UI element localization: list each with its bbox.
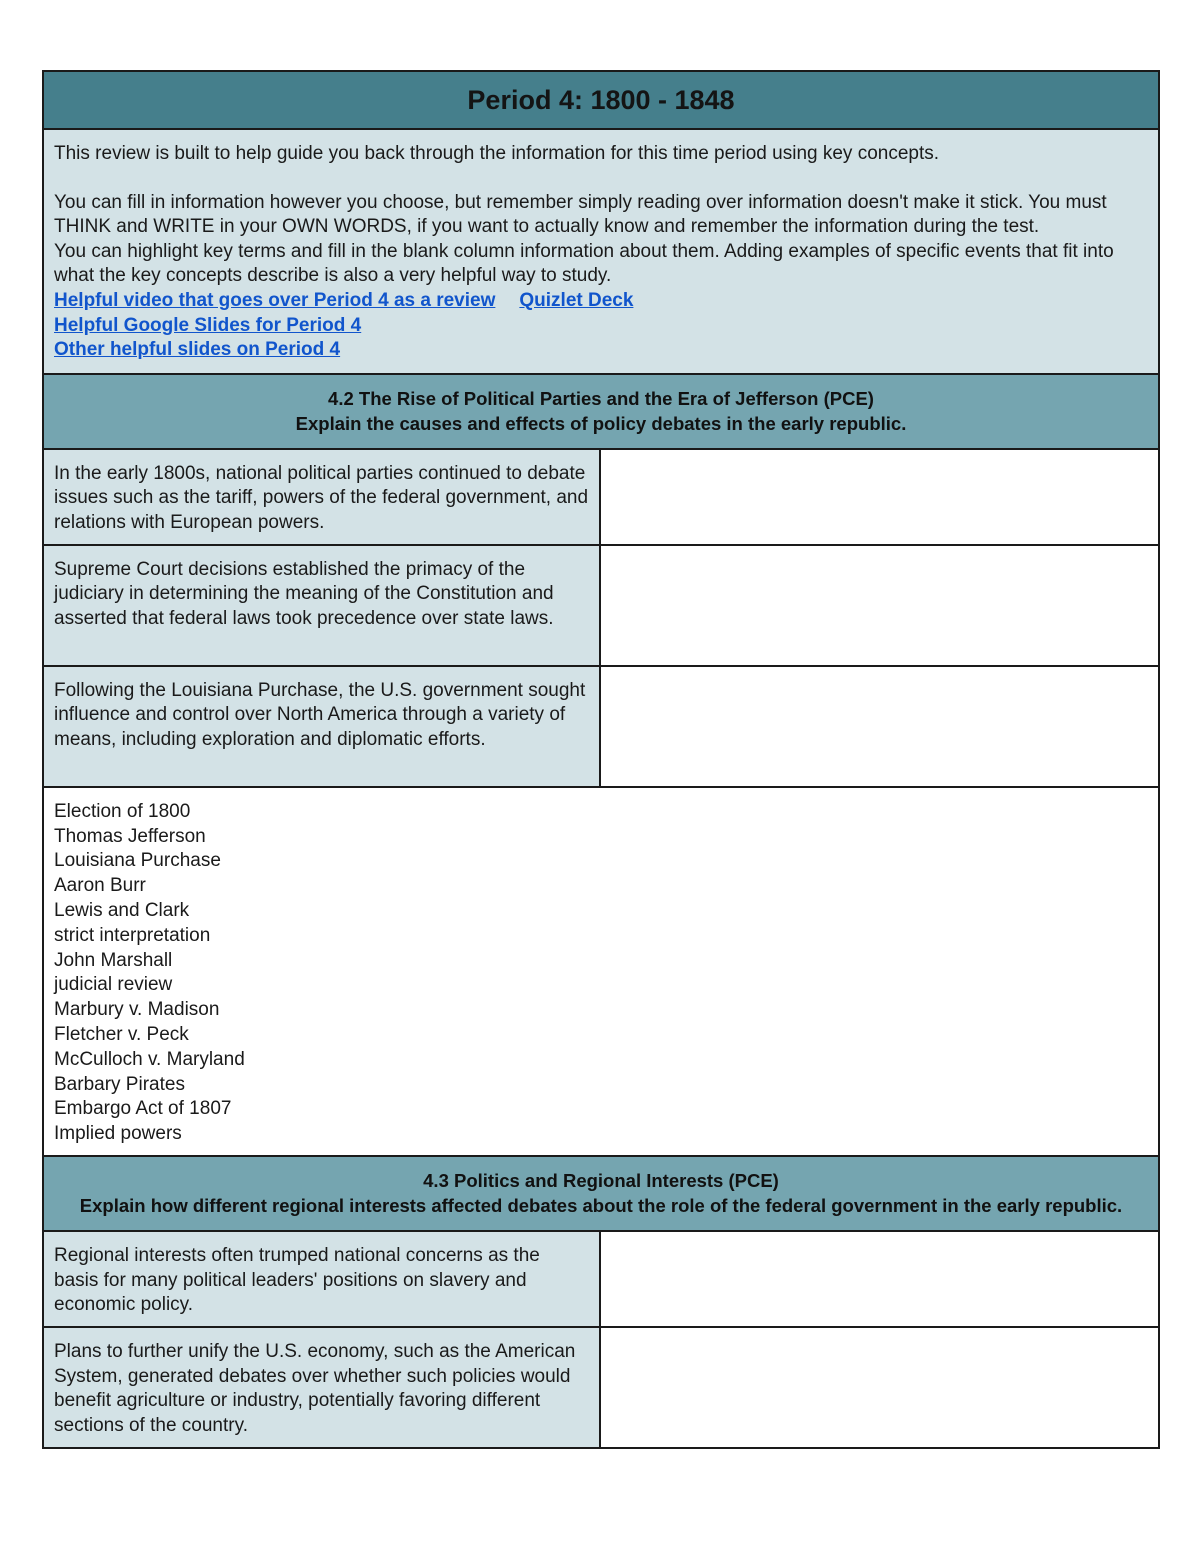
intro-section xyxy=(44,130,1158,375)
key-term: strict interpretation xyxy=(54,924,211,946)
key-term: Marbury v. Madison xyxy=(54,999,220,1021)
notes-cell[interactable] xyxy=(601,546,1158,665)
notes-cell[interactable] xyxy=(601,1328,1158,1447)
notes-cell[interactable] xyxy=(601,450,1158,544)
key-term: Embargo Act of 1807 xyxy=(54,1098,232,1120)
key-concept-cell: Following the Louisiana Purchase, the U.S. government sought influence and control over North America through a variety of means, including exploration and diplomatic efforts. xyxy=(44,667,601,786)
link-line-3 xyxy=(54,338,1148,363)
section-objective: Explain the causes and effects of policy debates in the early republic. xyxy=(295,412,907,434)
section-heading: 4.2 The Rise of Political Parties and the Era of Jefferson (PCE) xyxy=(328,387,874,409)
intro-paragraph-3: You can highlight key terms and fill in the blank column information about them. Adding examples of specific events that fit into what the key concepts describe is also a very helpful way to study. xyxy=(54,240,1114,287)
key-concept-cell: In the early 1800s, national political parties continued to debate issues such as the tariff, powers of the federal government, and relations with European powers. xyxy=(44,450,601,544)
key-concept-cell: Supreme Court decisions established the primacy of the judiciary in determining the meaning of the Constitution and asserted that federal laws took precedence over state laws. xyxy=(44,546,601,665)
notes-cell[interactable] xyxy=(601,1232,1158,1326)
key-concept-cell: Regional interests often trumped national concerns as the basis for many political leaders' positions on slavery and economic policy. xyxy=(44,1232,601,1326)
concept-row xyxy=(44,1232,1158,1328)
key-term: Thomas Jefferson xyxy=(54,825,206,847)
key-term: Implied powers xyxy=(54,1123,182,1145)
paragraph-spacer xyxy=(54,167,1148,191)
key-term: McCulloch v. Maryland xyxy=(54,1048,245,1070)
link-line-2 xyxy=(54,314,1148,339)
link-line-1 xyxy=(54,289,1148,314)
key-term: Lewis and Clark xyxy=(54,899,190,921)
key-term: Fletcher v. Peck xyxy=(54,1023,189,1045)
notes-cell[interactable] xyxy=(601,667,1158,786)
review-table xyxy=(42,70,1160,1449)
key-term: judicial review xyxy=(54,974,173,996)
key-concept-cell: Plans to further unify the U.S. economy, such as the American System, generated debates over whether such policies would benefit agriculture or industry, potentially favoring different sections of the country. xyxy=(44,1328,601,1447)
section-heading: 4.3 Politics and Regional Interests (PCE) xyxy=(423,1169,779,1191)
concept-row xyxy=(44,450,1158,546)
google-slides-link[interactable]: Helpful Google Slides for Period 4 xyxy=(54,314,362,336)
intro-paragraph-2: You can fill in information however you choose, but remember simply reading over information doesn't make it stick. You must THINK and WRITE in your OWN WORDS, if you want to actually know and remember the information during the test. xyxy=(54,191,1107,238)
concept-row xyxy=(44,546,1158,667)
key-term: John Marshall xyxy=(54,949,173,971)
quizlet-deck-link[interactable]: Quizlet Deck xyxy=(519,289,634,311)
other-slides-link[interactable]: Other helpful slides on Period 4 xyxy=(54,339,341,361)
key-term: Barbary Pirates xyxy=(54,1073,185,1095)
concept-row xyxy=(44,667,1158,788)
concept-row xyxy=(44,1328,1158,1447)
section-header-4-2 xyxy=(44,375,1158,450)
key-term: Aaron Burr xyxy=(54,875,146,897)
key-term: Election of 1800 xyxy=(54,800,191,822)
page-title: Period 4: 1800 - 1848 xyxy=(44,72,1158,130)
key-terms-list xyxy=(44,788,1158,1157)
section-objective: Explain how different regional interests affected debates about the role of the federal government in the early republic. xyxy=(79,1194,1123,1216)
review-video-link[interactable]: Helpful video that goes over Period 4 as a review xyxy=(54,289,496,311)
intro-paragraph-1: This review is built to help guide you back through the information for this time period using key concepts. xyxy=(54,143,940,164)
section-header-4-3 xyxy=(44,1157,1158,1232)
key-term: Louisiana Purchase xyxy=(54,850,221,872)
